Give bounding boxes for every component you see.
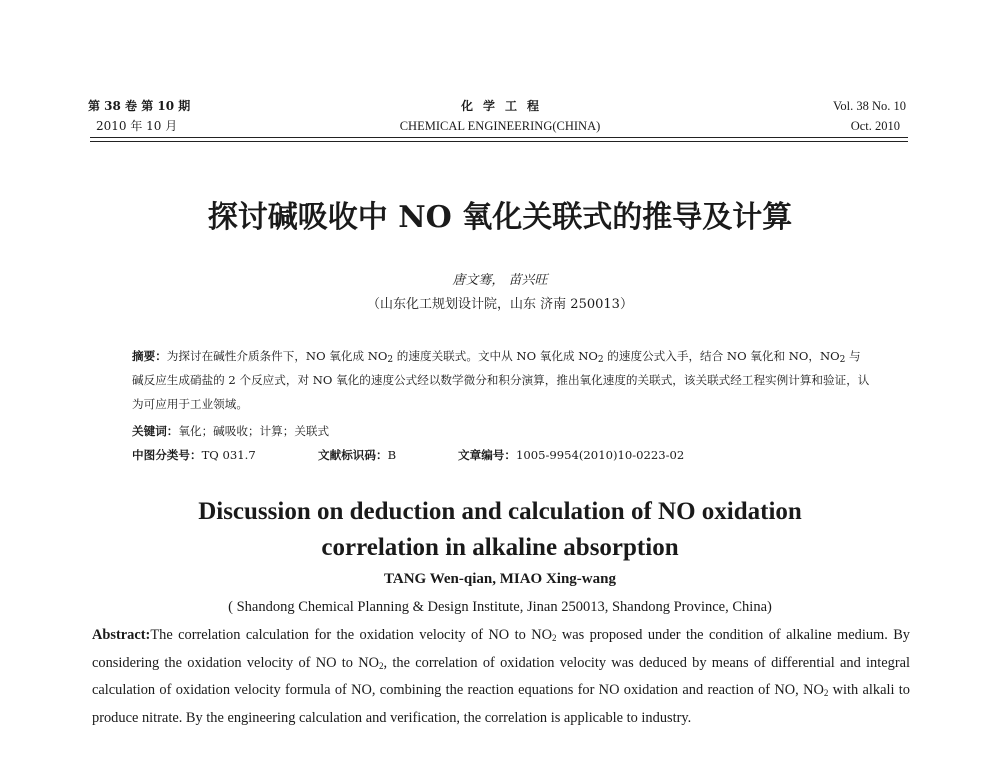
keywords-cn	[132, 419, 872, 443]
classification-row	[132, 443, 872, 467]
subscript: 2	[597, 355, 604, 365]
abstract-text-cn-a: 为探讨在碱性介质条件下，NO 氧化成 NO	[166, 349, 388, 363]
abstract-text-en-c: , the correlation of oxidation velocity was deduced by means of differential and integral calculation of oxidation velocity formula of NO, combining the reaction equations for NO oxidation and reaction of NO, NO	[92, 654, 910, 698]
volume-issue-en: Vol. 38 No. 10	[832, 99, 906, 113]
authors-en: TANG Wen-qian, MIAO Xing-wang	[384, 571, 616, 587]
document-code-label: 文献标识码：	[318, 448, 388, 462]
subscript: 2	[379, 660, 384, 671]
authors-cn: 唐文骞， 苗兴旺	[452, 273, 548, 288]
article-number-label: 文章编号：	[458, 448, 516, 462]
journal-header-center	[350, 96, 650, 136]
abstract-text-en-d: with alkali to produce nitrate. By the engineering calculation and verification, the correlation is applicable to industry.	[92, 682, 910, 726]
clc-label: 中图分类号：	[132, 448, 202, 462]
abstract-text-cn-c: 的速度公式入手，结合 NO 氧化和 NO，NO	[603, 349, 840, 363]
keywords-label-cn: 关键词：	[132, 424, 179, 438]
abstract-text-en-b: was proposed under the condition of alkaline medium. By considering the oxidation velocity of NO to NO	[92, 627, 910, 671]
abstract-label-cn: 摘要：	[132, 349, 167, 363]
subscript: 2	[551, 633, 557, 643]
clc-value: TQ 031.7	[201, 448, 256, 462]
abstract-text-cn-b: 的速度关联式。文中从 NO 氧化成 NO	[393, 349, 598, 363]
date-cn: 2010 年 10 月	[96, 119, 178, 133]
keywords-text-cn: 氧化；碱吸收；计算；关联式	[178, 424, 330, 438]
abstract-label-en: Abstract:	[92, 627, 151, 643]
volume-issue-cn: 第 38 卷 第 10 期	[88, 99, 191, 113]
clc-number	[132, 443, 318, 467]
abstract-cn	[132, 344, 872, 416]
abstract-text-en-a: The correlation calculation for the oxidation velocity of NO to NO	[150, 627, 552, 643]
header-rule-bottom	[90, 141, 908, 142]
article-number	[458, 443, 684, 467]
journal-name-cn: 化学工程	[460, 99, 549, 113]
subscript: 2	[823, 688, 829, 698]
affiliation-en: ( Shandong Chemical Planning & Design Institute, Jinan 250013, Shandong Province, China)	[228, 599, 772, 615]
subscript: 2	[839, 355, 846, 365]
paper-title-cn: 探讨碱吸收中 NO 氧化关联式的推导及计算	[207, 200, 793, 235]
journal-header-right	[706, 96, 906, 136]
paper-title-en	[100, 494, 900, 566]
article-number-value: 1005-9954(2010)10-0223-02	[515, 448, 685, 462]
journal-name-en: CHEMICAL ENGINEERING(CHINA)	[399, 119, 601, 133]
abstract-text-cn-d: 与碱反应生成硝盐的 2 个反应式，对 NO 氧化的速度公式经以数学微分和积分演算，推出氧化速度的关联式，该关联式经工程实例计算和验证，认为可应用于工业领域。	[132, 349, 870, 411]
paper-title-en-line1: Discussion on deduction and calculation of NO oxidation	[198, 498, 802, 525]
date-en: Oct. 2010	[850, 119, 900, 133]
document-code	[318, 443, 458, 467]
abstract-en	[92, 622, 910, 732]
affiliation-cn: （山东化工规划设计院，山东 济南 250013）	[367, 297, 633, 312]
journal-header-left	[88, 96, 288, 136]
header-rule-top	[90, 137, 908, 138]
subscript: 2	[387, 355, 394, 365]
paper-title-en-line2: correlation in alkaline absorption	[321, 534, 679, 561]
document-code-value: B	[387, 448, 397, 462]
